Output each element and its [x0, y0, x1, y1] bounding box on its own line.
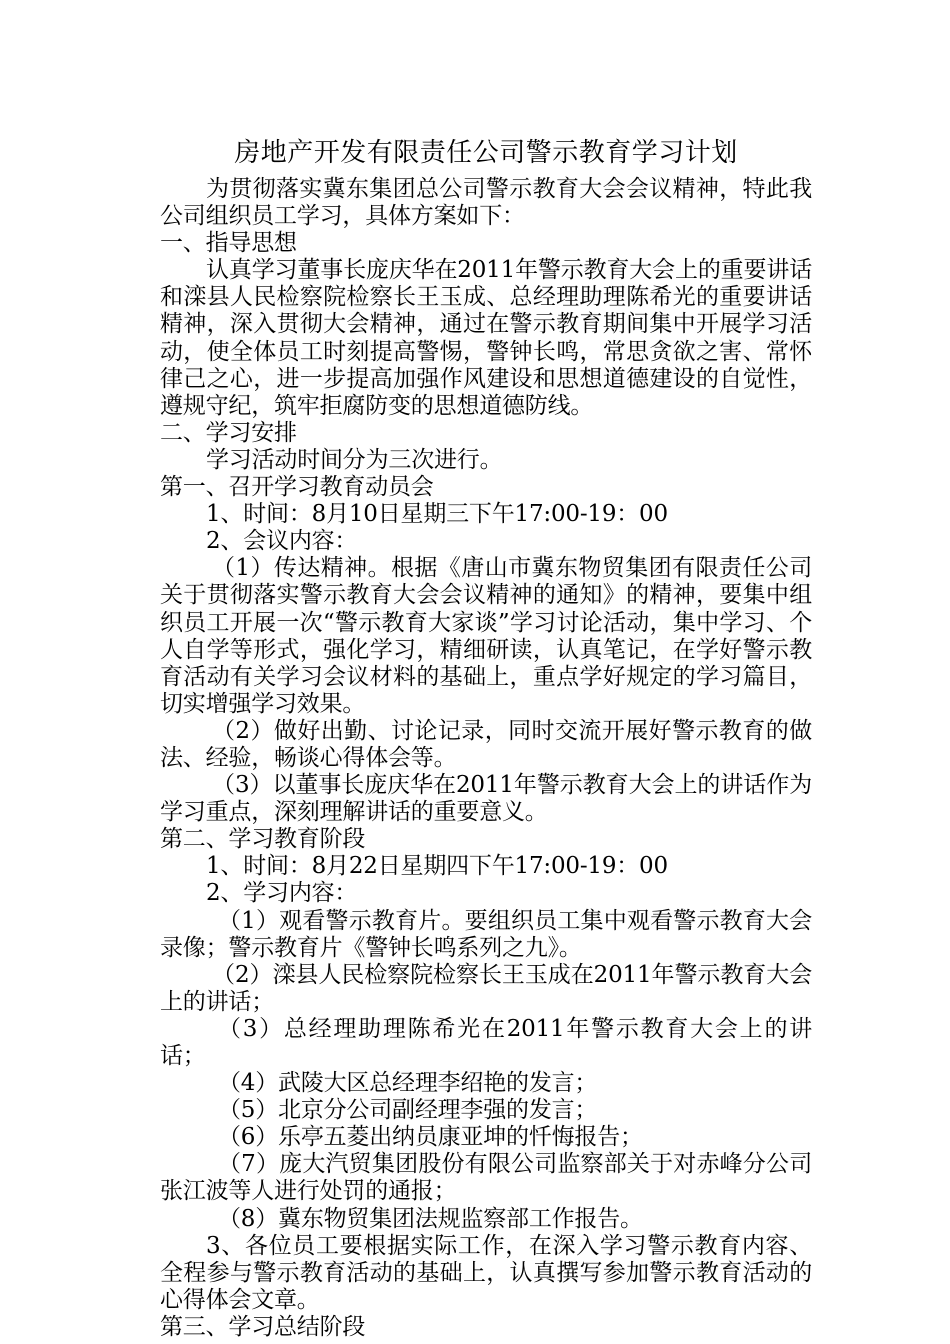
- phase-two-item: （1）观看警示教育片。要组织员工集中观看警示教育大会录像；警示教育片《警钟长鸣系列之九》。: [160, 907, 812, 961]
- intro-paragraph: 为贯彻落实冀东集团总公司警示教育大会会议精神，特此我公司组织员工学习，具体方案如下：: [160, 176, 812, 230]
- phase-one-item: （3）以董事长庞庆华在2011年警示教育大会上的讲话作为学习重点，深刻理解讲话的重要意义。: [160, 772, 812, 826]
- phase-three-heading: 第三、学习总结阶段: [160, 1313, 366, 1340]
- phase-two-item: （6）乐亭五菱出纳员康亚坤的忏悔报告；: [218, 1124, 643, 1151]
- phase-one-heading: 第一、召开学习教育动员会: [160, 474, 434, 501]
- phase-two-item: （8）冀东物贸集团法规监察部工作报告。: [218, 1205, 643, 1232]
- phase-two-point-three: 3、各位员工要根据实际工作，在深入学习警示教育内容、全程参与警示教育活动的基础上，认真撰写参加警示教育活动的心得体会文章。: [160, 1232, 812, 1313]
- document-title: 房地产开发有限责任公司警示教育学习计划: [234, 138, 738, 168]
- phase-one-item: （2）做好出勤、讨论记录，同时交流开展好警示教育的做法、经验，畅谈心得体会等。: [160, 717, 812, 771]
- phase-one-time: 1、时间：8月10日星期三下午17:00-19：00: [206, 501, 668, 528]
- phase-two-item: （4）武陵大区总经理李绍艳的发言；: [218, 1070, 598, 1097]
- phase-two-item: （3）总经理助理陈希光在2011年警示教育大会上的讲话；: [160, 1015, 812, 1069]
- phase-two-item: （7）庞大汽贸集团股份有限公司监察部关于对赤峰分公司张江波等人进行处罚的通报；: [160, 1151, 812, 1205]
- phase-one-content-label: 2、会议内容：: [206, 528, 358, 555]
- phase-two-time: 1、时间：8月22日星期四下午17:00-19：00: [206, 853, 668, 880]
- phase-two-item: （2）滦县人民检察院检察长王玉成在2011年警示教育大会上的讲话；: [160, 961, 812, 1015]
- phase-two-heading: 第二、学习教育阶段: [160, 826, 366, 853]
- document-page: [160, 130, 812, 1341]
- section-heading-guiding-thought: 一、指导思想: [160, 230, 297, 257]
- phase-two-content-label: 2、学习内容：: [206, 880, 358, 907]
- study-arrangement-paragraph: 学习活动时间分为三次进行。: [206, 446, 503, 473]
- phase-two-item: （5）北京分公司副经理李强的发言；: [218, 1097, 598, 1124]
- phase-one-item: （1）传达精神。根据《唐山市冀东物贸集团有限责任公司关于贯彻落实警示教育大会会议精神的通知》的精神，要集中组织员工开展一次“警示教育大家谈”学习讨论活动，集中学习、个人自学等形式，强化学习，精细研读，认真笔记，在学好警示教育活动有关学习会议材料的基础上，重点学好规定的学习篇目，切实增强学习效果。: [160, 555, 812, 717]
- section-heading-study-arrangement: 二、学习安排: [160, 419, 297, 446]
- guiding-thought-paragraph: 认真学习董事长庞庆华在2011年警示教育大会上的重要讲话和滦县人民检察院检察长王玉成、总经理助理陈希光的重要讲话精神，深入贯彻大会精神，通过在警示教育期间集中开展学习活动，使全体员工时刻提高警惕，警钟长鸣，常思贪欲之害、常怀律己之心，进一步提高加强作风建设和思想道德建设的自觉性，遵规守纪，筑牢拒腐防变的思想道德防线。: [160, 257, 812, 419]
